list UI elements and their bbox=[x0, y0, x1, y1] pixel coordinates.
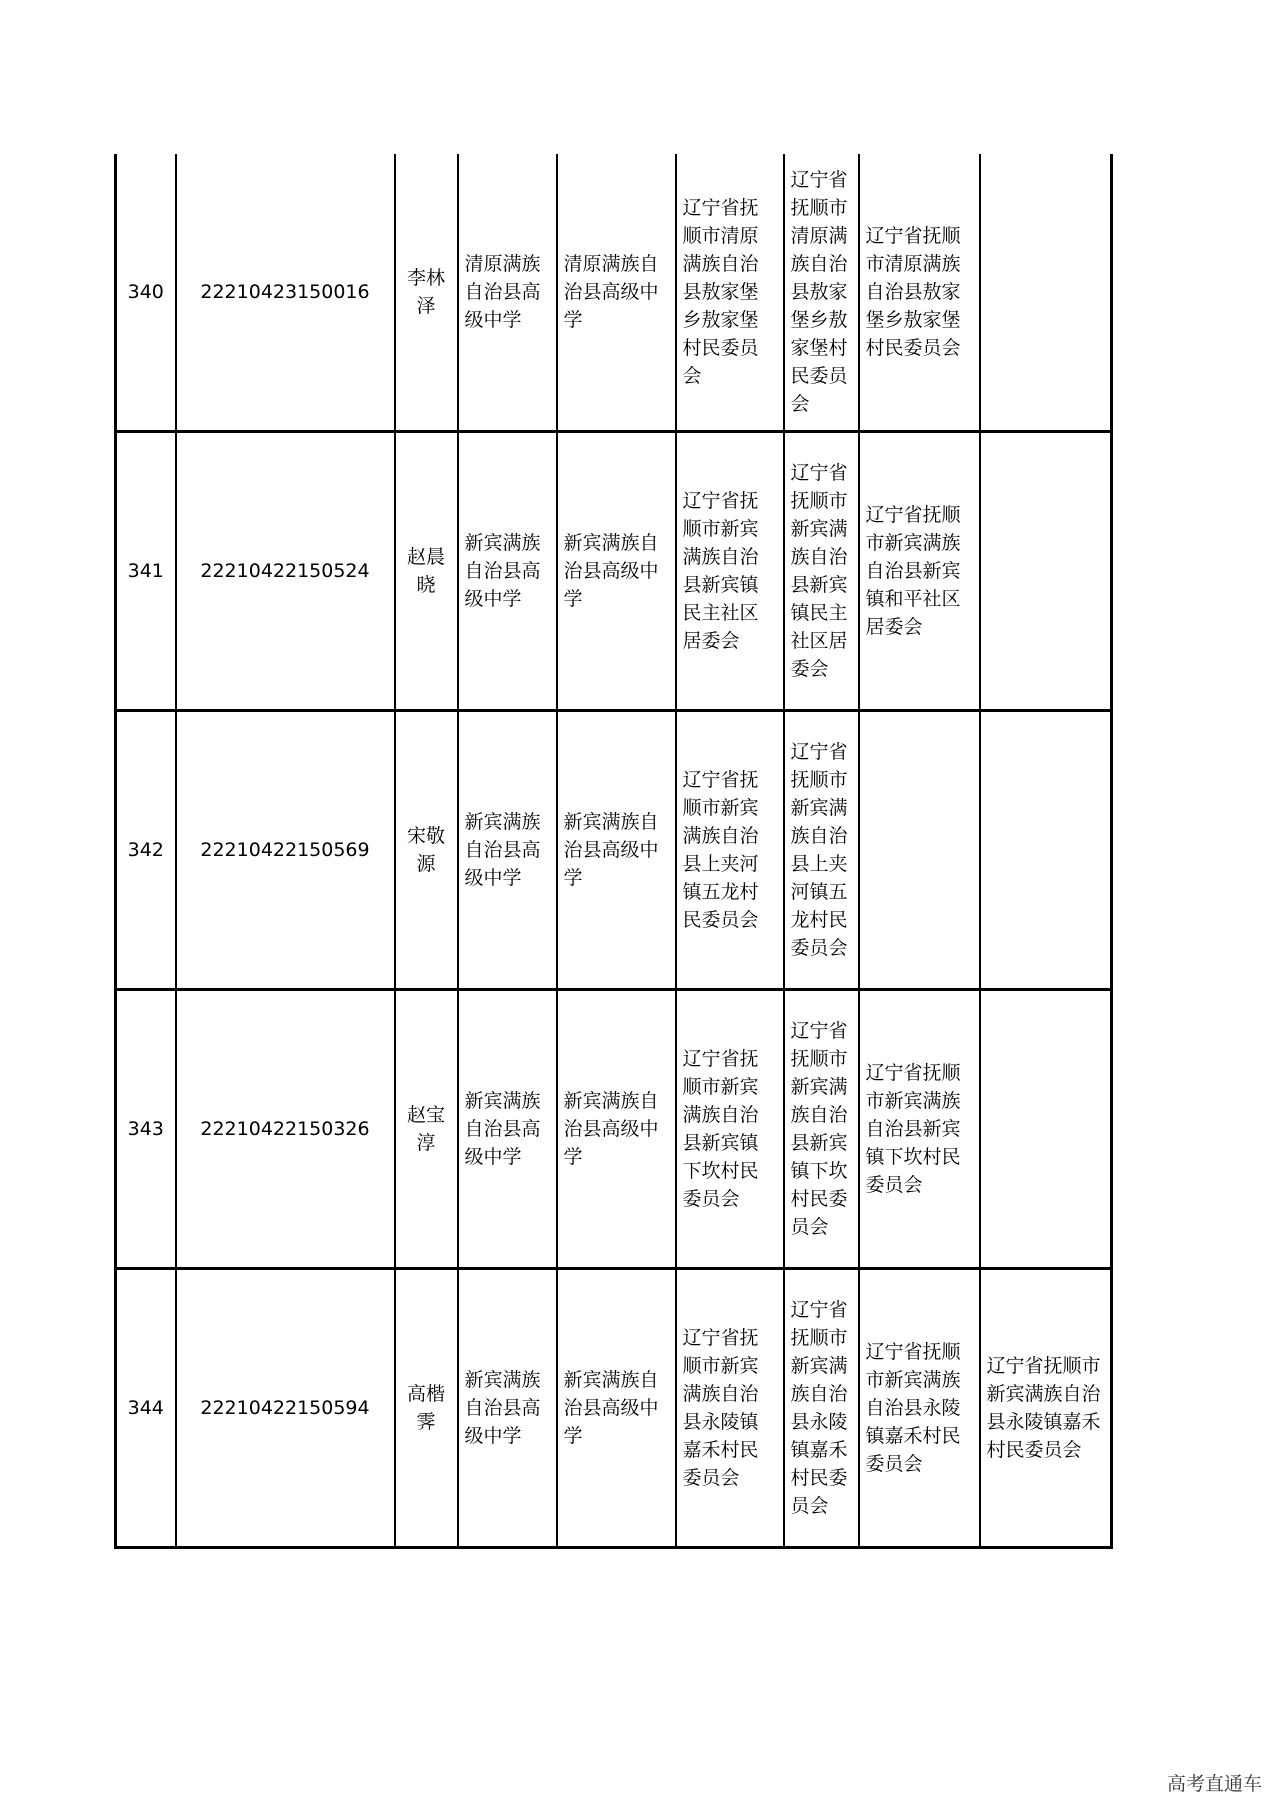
candidate-id: 22210423150016 bbox=[176, 154, 395, 432]
address-cell-2: 辽宁省抚顺市清原满族自治县敖家堡乡敖家堡村民委员会 bbox=[784, 154, 859, 432]
school-cell: 新宾满族自治县高级中学 bbox=[458, 432, 557, 711]
address-cell-4 bbox=[980, 990, 1112, 1269]
address-cell-3: 辽宁省抚顺市新宾满族自治县永陵镇嘉禾村民委员会 bbox=[859, 1269, 980, 1548]
candidate-table bbox=[114, 154, 1113, 1549]
table-row bbox=[116, 154, 1112, 432]
address-cell-3: 辽宁省抚顺市清原满族自治县敖家堡乡敖家堡村民委员会 bbox=[859, 154, 980, 432]
table-row bbox=[116, 711, 1112, 990]
table-row bbox=[116, 1269, 1112, 1548]
candidate-id: 22210422150594 bbox=[176, 1269, 395, 1548]
school-cell: 新宾满族自治县高级中学 bbox=[458, 711, 557, 990]
address-cell-1: 辽宁省抚顺市新宾满族自治县新宾镇下坎村民委员会 bbox=[676, 990, 784, 1269]
row-number: 341 bbox=[116, 432, 176, 711]
candidate-name: 赵晨晓 bbox=[395, 432, 458, 711]
address-cell-2: 辽宁省抚顺市新宾满族自治县新宾镇下坎村民委员会 bbox=[784, 990, 859, 1269]
address-cell-4: 辽宁省抚顺市新宾满族自治县永陵镇嘉禾村民委员会 bbox=[980, 1269, 1112, 1548]
address-cell-4 bbox=[980, 711, 1112, 990]
candidate-name: 李林泽 bbox=[395, 154, 458, 432]
address-cell-1: 辽宁省抚顺市新宾满族自治县永陵镇嘉禾村民委员会 bbox=[676, 1269, 784, 1548]
candidate-name: 赵宝淳 bbox=[395, 990, 458, 1269]
address-cell-2: 辽宁省抚顺市新宾满族自治县永陵镇嘉禾村民委员会 bbox=[784, 1269, 859, 1548]
address-cell-1: 辽宁省抚顺市新宾满族自治县新宾镇民主社区居委会 bbox=[676, 432, 784, 711]
address-cell-3: 辽宁省抚顺市新宾满族自治县新宾镇下坎村民委员会 bbox=[859, 990, 980, 1269]
row-number: 342 bbox=[116, 711, 176, 990]
address-cell-4 bbox=[980, 432, 1112, 711]
table-row bbox=[116, 432, 1112, 711]
school-cell: 新宾满族自治县高级中学 bbox=[458, 1269, 557, 1548]
school-cell: 清原满族自治县高级中学 bbox=[458, 154, 557, 432]
row-number: 343 bbox=[116, 990, 176, 1269]
school-cell-2: 新宾满族自治县高级中学 bbox=[557, 1269, 676, 1548]
candidate-name: 高楷霁 bbox=[395, 1269, 458, 1548]
address-cell-2: 辽宁省抚顺市新宾满族自治县上夹河镇五龙村民委员会 bbox=[784, 711, 859, 990]
table-row bbox=[116, 990, 1112, 1269]
candidate-id: 22210422150569 bbox=[176, 711, 395, 990]
row-number: 340 bbox=[116, 154, 176, 432]
address-cell-2: 辽宁省抚顺市新宾满族自治县新宾镇民主社区居委会 bbox=[784, 432, 859, 711]
school-cell-2: 新宾满族自治县高级中学 bbox=[557, 990, 676, 1269]
watermark-text: 高考直通车 bbox=[1166, 1773, 1262, 1795]
school-cell-2: 新宾满族自治县高级中学 bbox=[557, 711, 676, 990]
address-cell-3 bbox=[859, 711, 980, 990]
school-cell-2: 清原满族自治县高级中学 bbox=[557, 154, 676, 432]
row-number: 344 bbox=[116, 1269, 176, 1548]
candidate-id: 22210422150326 bbox=[176, 990, 395, 1269]
candidate-id: 22210422150524 bbox=[176, 432, 395, 711]
school-cell-2: 新宾满族自治县高级中学 bbox=[557, 432, 676, 711]
address-cell-4 bbox=[980, 154, 1112, 432]
school-cell: 新宾满族自治县高级中学 bbox=[458, 990, 557, 1269]
candidate-name: 宋敬源 bbox=[395, 711, 458, 990]
address-cell-1: 辽宁省抚顺市清原满族自治县敖家堡乡敖家堡村民委员会 bbox=[676, 154, 784, 432]
address-cell-1: 辽宁省抚顺市新宾满族自治县上夹河镇五龙村民委员会 bbox=[676, 711, 784, 990]
address-cell-3: 辽宁省抚顺市新宾满族自治县新宾镇和平社区居委会 bbox=[859, 432, 980, 711]
